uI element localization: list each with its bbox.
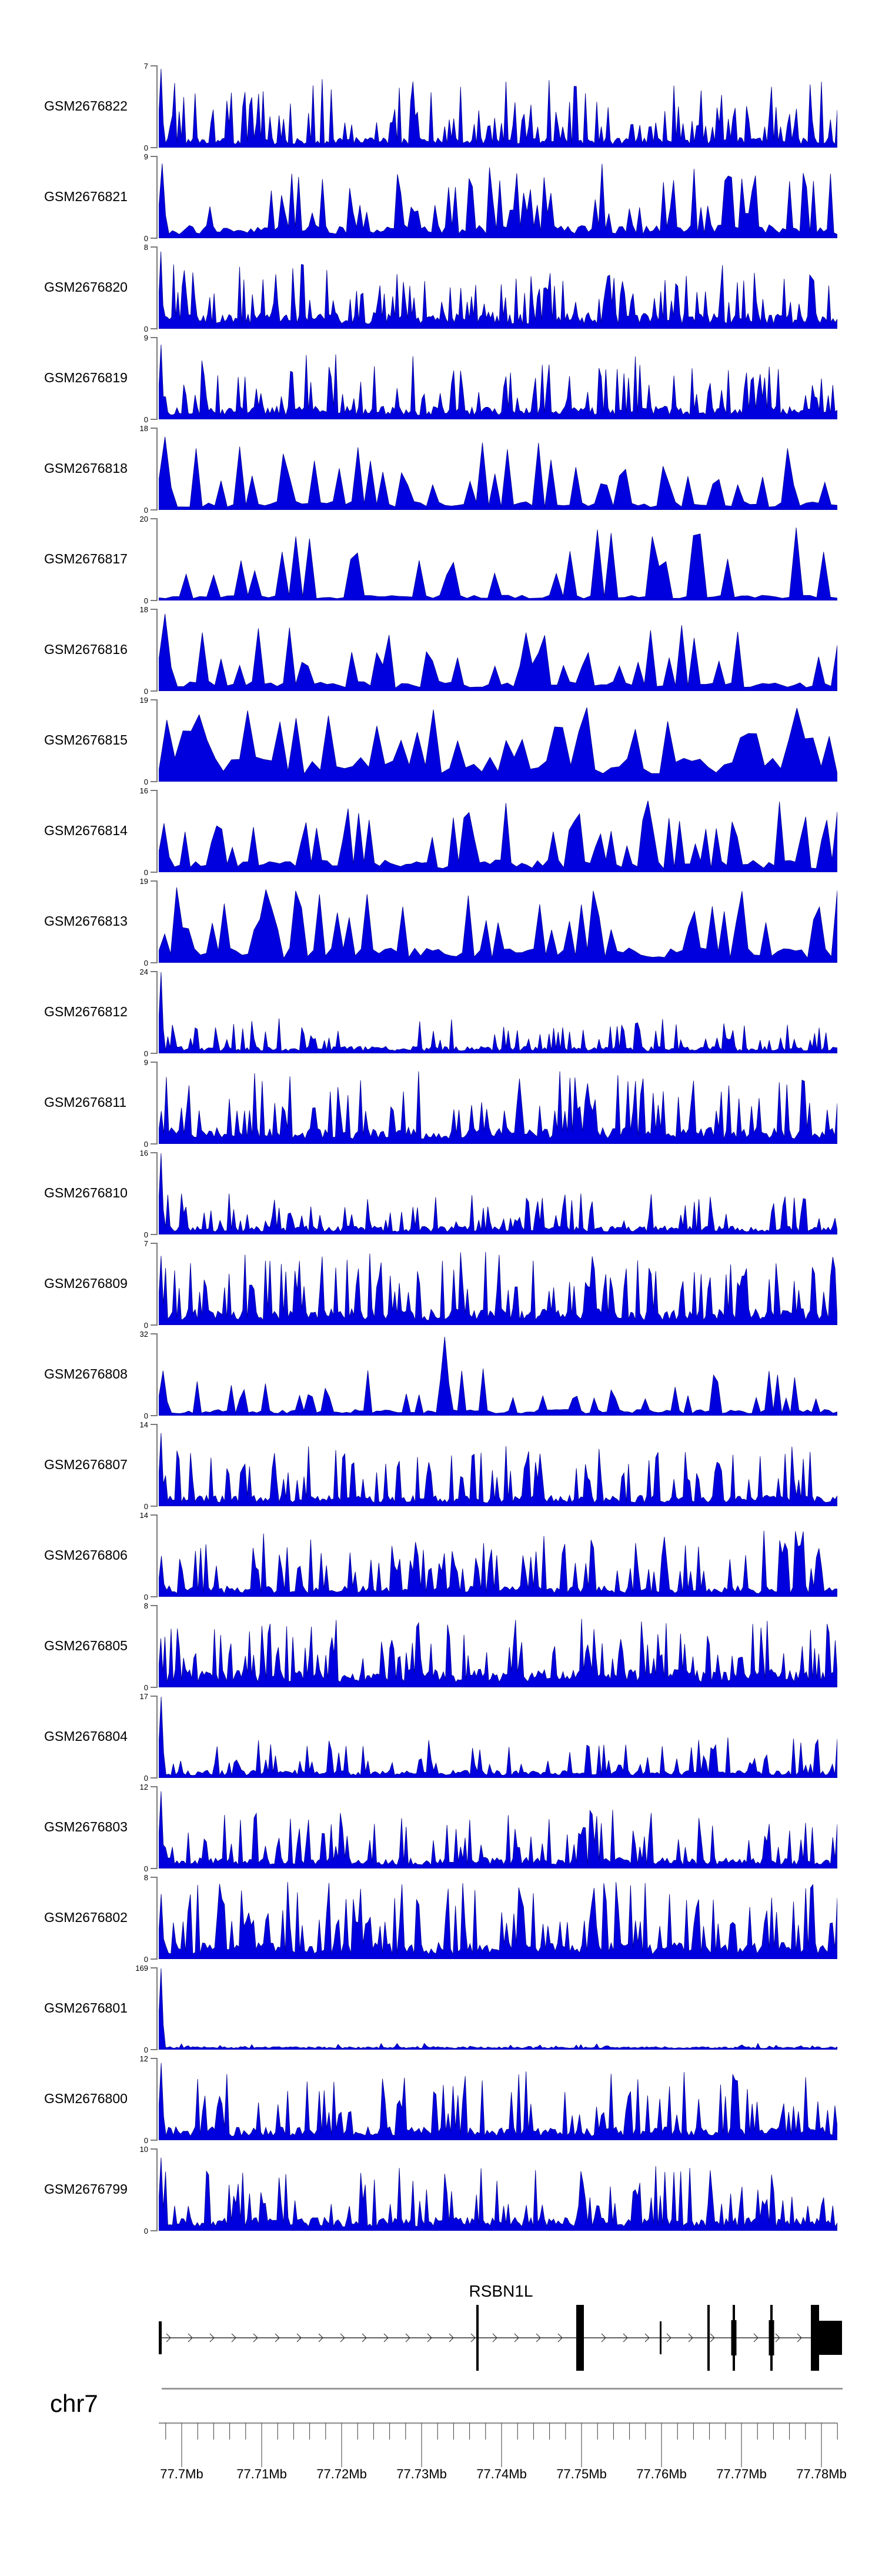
coverage-signal-plot bbox=[159, 1334, 837, 1416]
y-axis-max-label: 8 bbox=[143, 1601, 148, 1610]
coverage-signal-plot bbox=[159, 1062, 837, 1144]
y-axis-bracket bbox=[151, 65, 158, 148]
track-row bbox=[0, 1239, 882, 1330]
y-axis-zero-label: 0 bbox=[143, 1049, 148, 1058]
y-axis-zero-label: 0 bbox=[143, 415, 148, 424]
y-axis-bracket bbox=[151, 790, 158, 873]
track-row bbox=[0, 967, 882, 1058]
y-axis-max-label: 169 bbox=[135, 1964, 148, 1973]
y-axis-zero-label: 0 bbox=[143, 2136, 148, 2145]
y-axis-max-label: 14 bbox=[139, 1511, 148, 1520]
y-axis-max-label: 9 bbox=[143, 333, 148, 342]
axis-tick-label: 77.71Mb bbox=[236, 2467, 287, 2481]
y-axis-max-label: 9 bbox=[143, 1058, 148, 1067]
y-axis-max-label: 10 bbox=[139, 2145, 148, 2154]
track-row bbox=[0, 786, 882, 877]
track-row bbox=[0, 1873, 882, 1964]
track-row bbox=[0, 1783, 882, 1873]
coverage-signal-plot bbox=[159, 247, 837, 329]
coverage-signal-plot bbox=[159, 1696, 837, 1778]
y-axis-max-label: 18 bbox=[139, 424, 148, 433]
coverage-signal-plot bbox=[159, 790, 837, 872]
y-axis-zero-label: 0 bbox=[143, 596, 148, 605]
gene-annotation-track bbox=[0, 2282, 882, 2382]
y-axis-zero-label: 0 bbox=[143, 868, 148, 877]
y-axis-bracket bbox=[151, 1152, 158, 1235]
coverage-signal-plot bbox=[159, 1877, 837, 1959]
track-row bbox=[0, 605, 882, 696]
sample-label: GSM2676817 bbox=[44, 551, 128, 566]
coverage-signal-plot bbox=[159, 1424, 837, 1506]
sample-label: GSM2676812 bbox=[44, 1004, 128, 1019]
track-row bbox=[0, 515, 882, 605]
y-axis-bracket bbox=[151, 1786, 158, 1869]
y-axis-max-label: 12 bbox=[139, 1783, 148, 1791]
y-axis-max-label: 18 bbox=[139, 605, 148, 614]
coverage-signal-plot bbox=[159, 156, 837, 238]
coverage-signal-plot bbox=[159, 2149, 837, 2231]
track-row bbox=[0, 1511, 882, 1601]
coverage-signal-plot bbox=[159, 519, 837, 600]
y-axis-bracket bbox=[151, 1877, 158, 1960]
y-axis-max-label: 7 bbox=[143, 1239, 148, 1248]
sample-label: GSM2676800 bbox=[44, 2091, 128, 2106]
coverage-signal-plot bbox=[159, 972, 837, 1053]
gene-name-label: RSBN1L bbox=[469, 2282, 533, 2300]
y-axis-bracket bbox=[151, 2058, 158, 2141]
track-row bbox=[0, 2054, 882, 2145]
y-axis-bracket bbox=[151, 428, 158, 510]
axis-tick-label: 77.78Mb bbox=[796, 2467, 847, 2481]
y-axis-max-label: 24 bbox=[139, 967, 148, 976]
track-row bbox=[0, 243, 882, 333]
coverage-signal-plot bbox=[159, 1606, 837, 1687]
track-row bbox=[0, 1330, 882, 1420]
sample-label: GSM2676810 bbox=[44, 1185, 128, 1200]
y-axis-max-label: 17 bbox=[139, 1692, 148, 1701]
track-row bbox=[0, 333, 882, 424]
y-axis-max-label: 14 bbox=[139, 1420, 148, 1429]
axis-tick-label: 77.72Mb bbox=[316, 2467, 367, 2481]
chromosome-label: chr7 bbox=[50, 2390, 98, 2417]
y-axis-max-label: 7 bbox=[143, 62, 148, 71]
y-axis-zero-label: 0 bbox=[143, 1955, 148, 1964]
axis-tick-label: 77.75Mb bbox=[556, 2467, 607, 2481]
y-axis-zero-label: 0 bbox=[143, 144, 148, 152]
y-axis-zero-label: 0 bbox=[143, 2046, 148, 2054]
track-row bbox=[0, 2145, 882, 2235]
y-axis-zero-label: 0 bbox=[143, 1412, 148, 1420]
y-axis-bracket bbox=[151, 1424, 158, 1507]
coverage-signal-plot bbox=[159, 1153, 837, 1234]
y-axis-zero-label: 0 bbox=[143, 234, 148, 243]
y-axis-zero-label: 0 bbox=[143, 506, 148, 515]
y-axis-bracket bbox=[151, 880, 158, 963]
track-row bbox=[0, 1601, 882, 1692]
y-axis-max-label: 8 bbox=[143, 243, 148, 252]
axis-tick-label: 77.73Mb bbox=[396, 2467, 447, 2481]
y-axis-max-label: 19 bbox=[139, 877, 148, 886]
y-axis-zero-label: 0 bbox=[143, 1140, 148, 1149]
y-axis-zero-label: 0 bbox=[143, 1864, 148, 1873]
track-row bbox=[0, 696, 882, 786]
axis-tick-label: 77.7Mb bbox=[160, 2467, 203, 2481]
y-axis-bracket bbox=[151, 156, 158, 239]
axis-tick-label: 77.76Mb bbox=[636, 2467, 687, 2481]
y-axis-bracket bbox=[151, 246, 158, 329]
sample-label: GSM2676816 bbox=[44, 642, 128, 657]
sample-label: GSM2676801 bbox=[44, 2000, 128, 2016]
y-axis-bracket bbox=[151, 1967, 158, 2050]
y-axis-zero-label: 0 bbox=[143, 2227, 148, 2235]
coverage-signal-plot bbox=[159, 1515, 837, 1597]
track-row bbox=[0, 1420, 882, 1511]
coverage-signal-plot bbox=[159, 338, 837, 419]
y-axis-bracket bbox=[151, 2148, 158, 2231]
sample-label: GSM2676820 bbox=[44, 279, 128, 295]
y-axis-zero-label: 0 bbox=[143, 1502, 148, 1511]
sample-label: GSM2676809 bbox=[44, 1276, 128, 1291]
track-row bbox=[0, 424, 882, 515]
y-axis-max-label: 9 bbox=[143, 152, 148, 161]
y-axis-bracket bbox=[151, 699, 158, 782]
sample-label: GSM2676814 bbox=[44, 823, 128, 838]
coverage-signal-plot bbox=[159, 2058, 837, 2140]
track-row bbox=[0, 877, 882, 967]
sample-label: GSM2676803 bbox=[44, 1819, 128, 1834]
y-axis-max-label: 16 bbox=[139, 786, 148, 795]
coverage-signal-plot bbox=[159, 700, 837, 782]
sample-label: GSM2676799 bbox=[44, 2181, 128, 2197]
y-axis-bracket bbox=[151, 1696, 158, 1778]
coverage-signal-plot bbox=[159, 66, 837, 148]
coverage-signal-plot bbox=[159, 1243, 837, 1325]
coverage-signal-plot bbox=[159, 428, 837, 510]
sample-label: GSM2676821 bbox=[44, 189, 128, 204]
sample-label: GSM2676805 bbox=[44, 1638, 128, 1653]
axis-tick-label: 77.77Mb bbox=[716, 2467, 767, 2481]
y-axis-zero-label: 0 bbox=[143, 1774, 148, 1783]
y-axis-max-label: 16 bbox=[139, 1149, 148, 1157]
y-axis-bracket bbox=[151, 518, 158, 601]
y-axis-max-label: 12 bbox=[139, 2054, 148, 2063]
y-axis-max-label: 32 bbox=[139, 1330, 148, 1339]
y-axis-bracket bbox=[151, 1243, 158, 1326]
genome-axis-labels bbox=[0, 2468, 882, 2485]
y-axis-bracket bbox=[151, 1605, 158, 1688]
y-axis-zero-label: 0 bbox=[143, 1230, 148, 1239]
gene-model-drawing bbox=[0, 2282, 882, 2382]
y-axis-zero-label: 0 bbox=[143, 687, 148, 696]
track-row bbox=[0, 62, 882, 152]
axis-tick-label: 77.74Mb bbox=[476, 2467, 527, 2481]
coverage-signal-plot bbox=[159, 1787, 837, 1868]
sample-label: GSM2676819 bbox=[44, 370, 128, 385]
y-axis-max-label: 8 bbox=[143, 1873, 148, 1882]
coverage-signal-plot bbox=[159, 609, 837, 691]
sample-label: GSM2676802 bbox=[44, 1910, 128, 1925]
coverage-signal-plot bbox=[159, 881, 837, 963]
sample-label: GSM2676822 bbox=[44, 98, 128, 114]
y-axis-zero-label: 0 bbox=[143, 1593, 148, 1601]
y-axis-bracket bbox=[151, 1514, 158, 1597]
sample-label: GSM2676808 bbox=[44, 1366, 128, 1382]
coverage-signal-plot bbox=[159, 1968, 837, 2050]
separator-line bbox=[162, 2388, 843, 2390]
y-axis-bracket bbox=[151, 609, 158, 692]
y-axis-zero-label: 0 bbox=[143, 959, 148, 967]
sample-label: GSM2676815 bbox=[44, 732, 128, 748]
sample-label: GSM2676807 bbox=[44, 1457, 128, 1472]
y-axis-bracket bbox=[151, 1062, 158, 1144]
sample-label: GSM2676818 bbox=[44, 461, 128, 476]
y-axis-zero-label: 0 bbox=[143, 1683, 148, 1692]
y-axis-bracket bbox=[151, 337, 158, 420]
y-axis-max-label: 19 bbox=[139, 696, 148, 705]
track-row bbox=[0, 152, 882, 243]
sample-label: GSM2676811 bbox=[44, 1095, 127, 1110]
sample-label: GSM2676806 bbox=[44, 1547, 128, 1563]
track-row bbox=[0, 1964, 882, 2054]
y-axis-bracket bbox=[151, 971, 158, 1054]
track-row bbox=[0, 1692, 882, 1783]
sample-label: GSM2676804 bbox=[44, 1729, 128, 1744]
y-axis-zero-label: 0 bbox=[143, 778, 148, 786]
y-axis-max-label: 20 bbox=[139, 515, 148, 523]
y-axis-bracket bbox=[151, 1333, 158, 1416]
y-axis-zero-label: 0 bbox=[143, 1321, 148, 1330]
track-row bbox=[0, 1149, 882, 1239]
sample-label: GSM2676813 bbox=[44, 913, 128, 929]
track-row bbox=[0, 1058, 882, 1149]
y-axis-zero-label: 0 bbox=[143, 325, 148, 333]
